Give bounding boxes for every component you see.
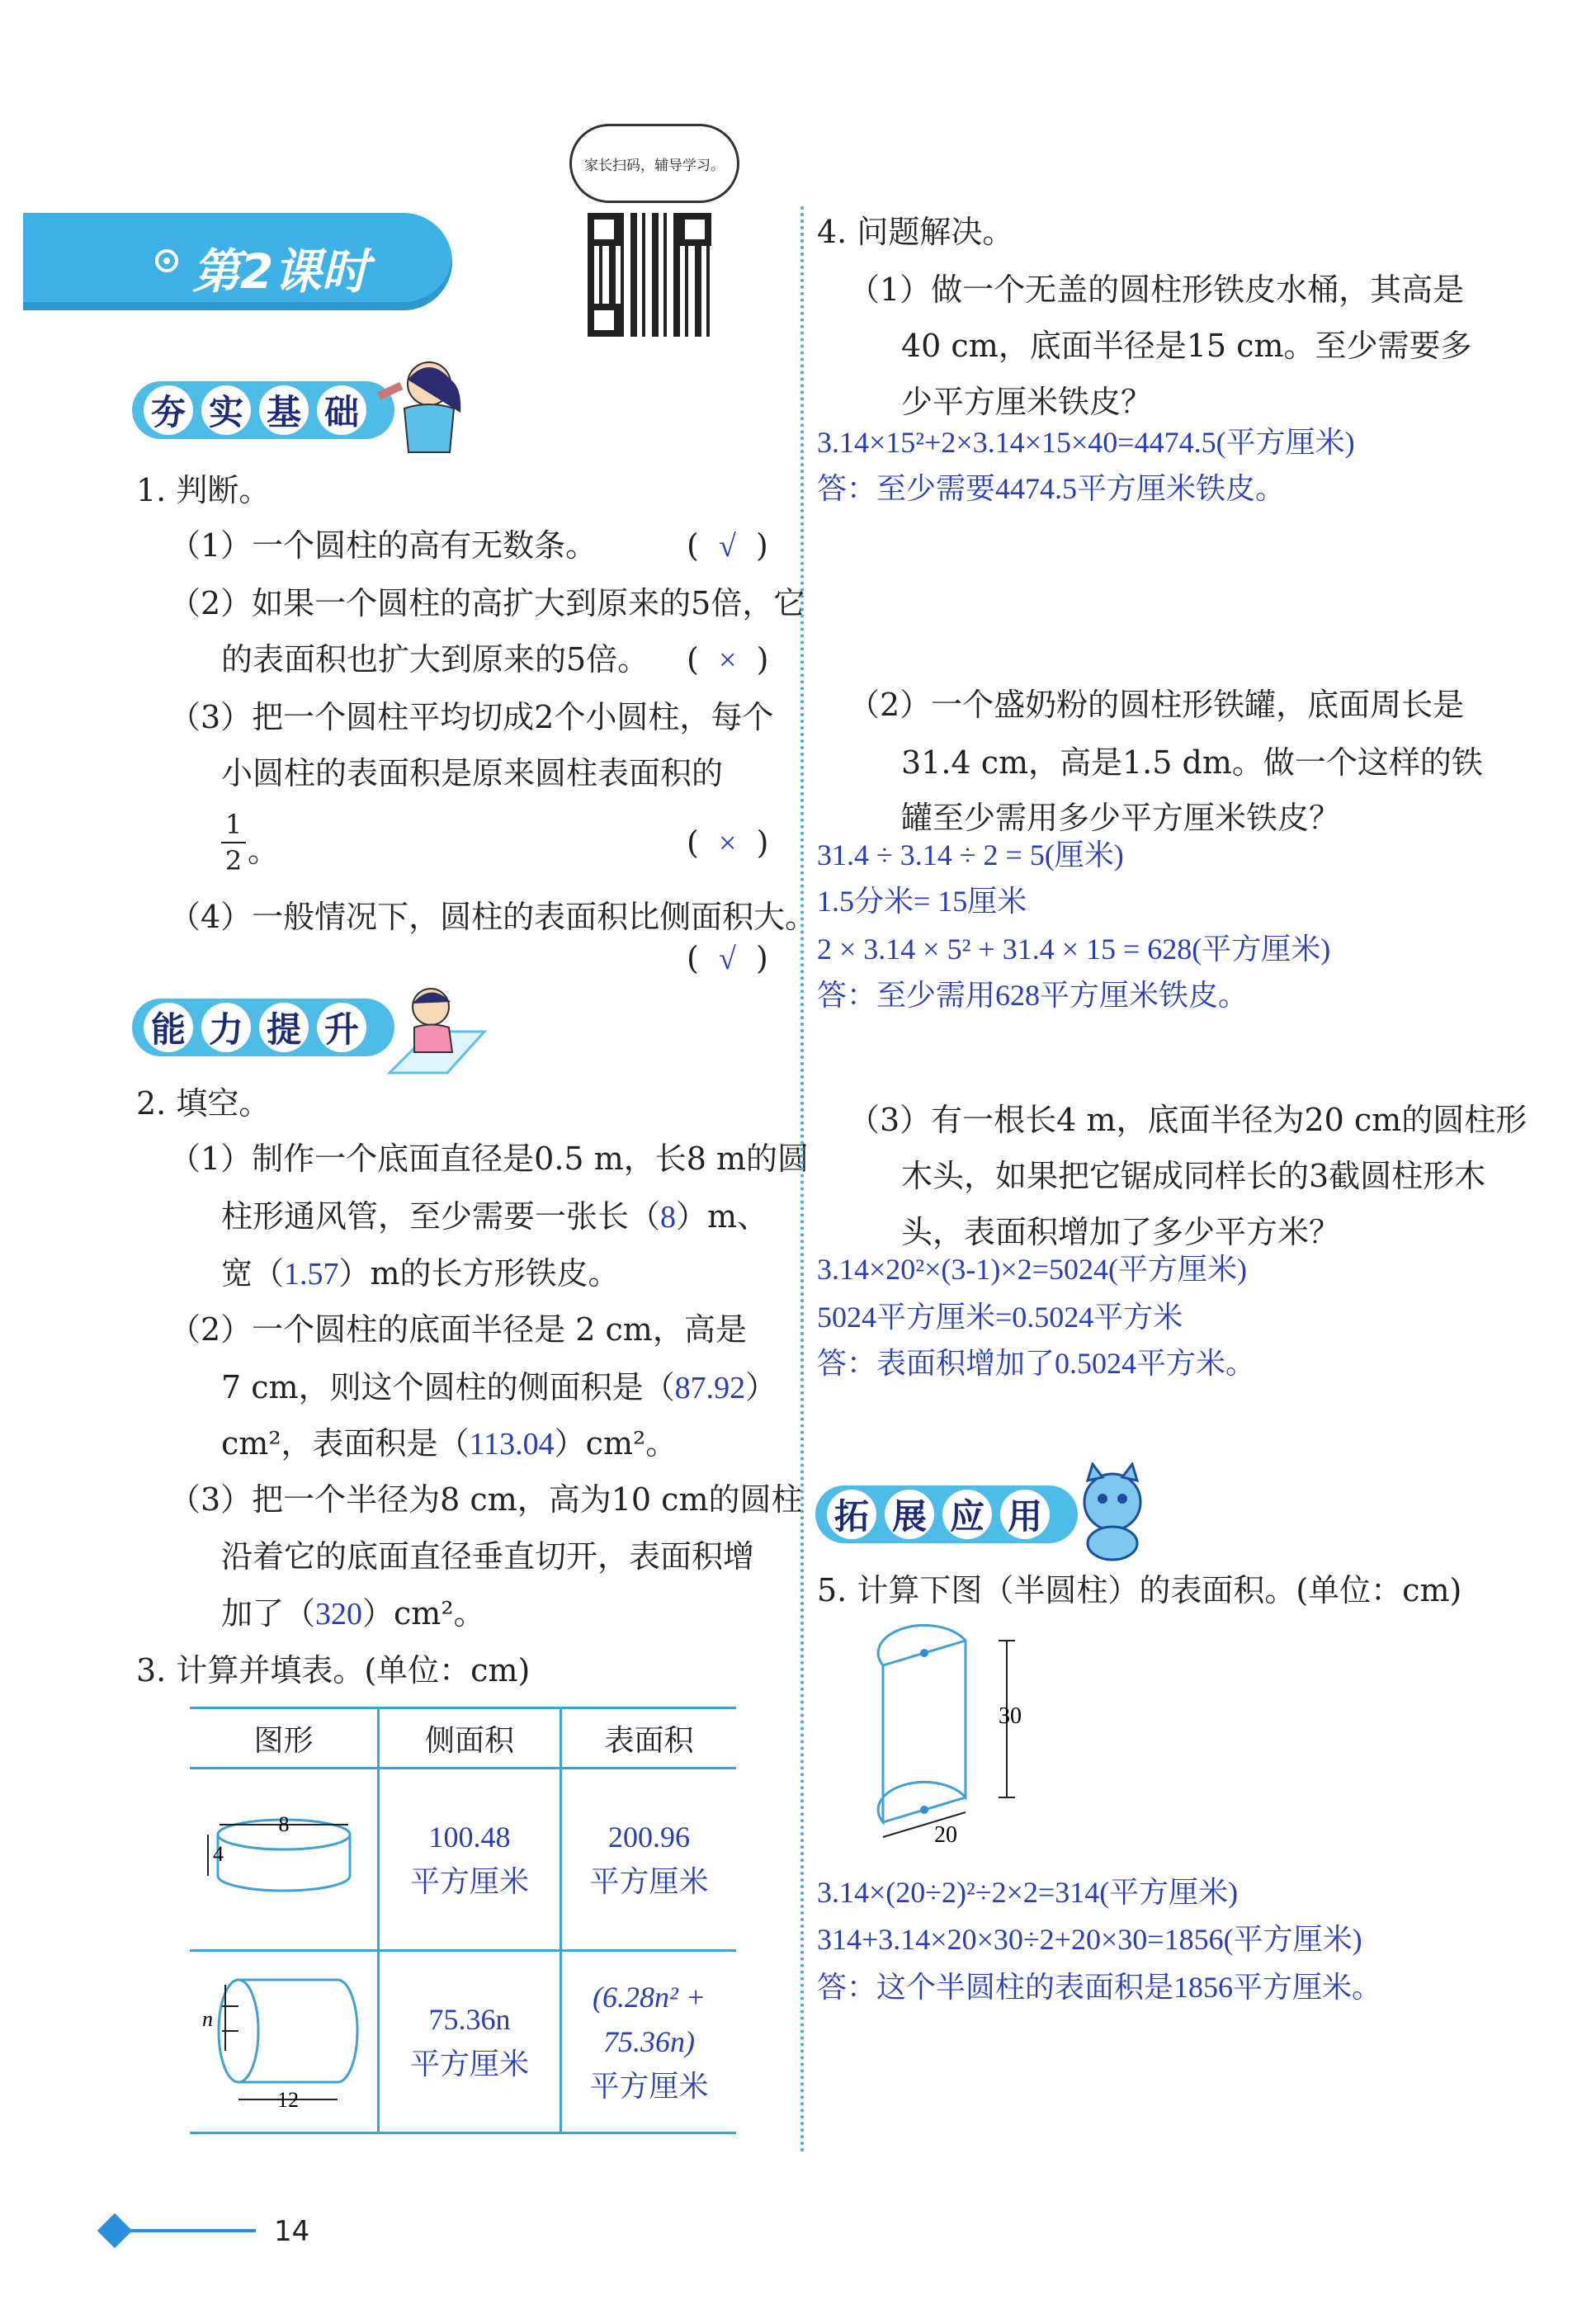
q2-p2-line1: （2）一个圆柱的底面半径是 2 cm，高是 [169, 1311, 747, 1348]
q1-item4-answer: √ [718, 942, 736, 976]
q4-p3-line2: 木头，如果把它锯成同样长的3截圆柱形木 [901, 1158, 1486, 1194]
q2-p2-line2-tail: ） [745, 1369, 777, 1405]
cylinder-figure-1 [201, 1802, 366, 1917]
q3-title: 3. 计算并填表。(单位：cm) [136, 1652, 531, 1688]
q4-p2-answer3: 2 × 3.14 × 5² + 31.4 × 15 = 628(平方厘米) [817, 933, 1331, 966]
section-char: 实 [201, 385, 251, 435]
q1-item3-tail: 。 [248, 833, 280, 869]
dim-height: 30 [999, 1703, 1022, 1729]
shape-cell [190, 1769, 379, 1951]
qr-code[interactable] [588, 213, 711, 337]
section-char: 提 [259, 1003, 309, 1052]
surface-value: 200.96 [608, 1821, 690, 1854]
lateral-value: 75.36n [428, 2003, 511, 2036]
girl-writing-icon [381, 982, 489, 1081]
q2-p3-line1: （3）把一个半径为8 cm，高为10 cm的圆柱 [169, 1481, 803, 1518]
section-char: 能 [144, 1003, 193, 1052]
q2-p2-line2 [221, 1369, 777, 1405]
q1-item1-answer: √ [718, 529, 736, 564]
bullet-icon [155, 249, 178, 272]
q1-item1-answer-box: ( √ ) [687, 527, 768, 564]
q4-p2-line3: 罐至少需用多少平方厘米铁皮？ [901, 800, 1341, 836]
lateral-unit: 平方厘米 [409, 1865, 529, 1898]
section-char: 升 [317, 1003, 366, 1052]
dim-diameter: 8 [278, 1812, 289, 1836]
q5-answer3: 答：这个半圆柱的表面积是1856平方厘米。 [817, 1971, 1382, 2004]
q1-item1: （1）一个圆柱的高有无数条。 [169, 527, 597, 564]
q2-p1-line2 [221, 1198, 769, 1235]
lateral-unit: 平方厘米 [409, 2047, 529, 2080]
lateral-value: 100.48 [428, 1821, 511, 1854]
q4-p2-answer4: 答：至少需用628平方厘米铁皮。 [817, 979, 1249, 1012]
q1-item3-fraction [221, 809, 246, 876]
q1-item3-answer: × [718, 826, 737, 861]
q2-p2-answer1: 87.92 [674, 1371, 746, 1405]
q1-item3-answer-box: ( × ) [687, 824, 769, 861]
q2-p3-line2: 沿着它的底面直径垂直切开，表面积增 [221, 1538, 755, 1575]
q2-p1-line3-text: 宽（ [221, 1255, 285, 1292]
q2-p2-answer2: 113.04 [469, 1427, 555, 1462]
section-char: 夯 [144, 385, 193, 435]
q3-table [190, 1707, 736, 2134]
surface-value: (6.28n² + 75.36n) [592, 1981, 706, 2058]
surface-unit: 平方厘米 [589, 1865, 709, 1898]
qr-caption: 家长扫码，辅导学习。 [584, 157, 725, 174]
q2-p2-line2-text: 7 cm，则这个圆柱的侧面积是（ [221, 1369, 675, 1405]
page-number: 14 [274, 2215, 310, 2248]
q1-item2-line1: （2）如果一个圆柱的高扩大到原来的5倍，它 [169, 585, 805, 621]
q2-p3-line3 [221, 1595, 485, 1632]
q1-item2-line2: 的表面积也扩大到原来的5倍。 [221, 641, 649, 678]
section-char: 力 [201, 1003, 251, 1052]
section-char: 础 [317, 385, 366, 435]
dim-n: n [201, 2007, 213, 2031]
q2-p1-answer2: 1.57 [284, 1257, 339, 1292]
q1-item3-line2: 小圆柱的表面积是原来圆柱表面积的 [221, 755, 724, 791]
section-char: 拓 [827, 1490, 876, 1539]
q1-item2-answer: × [718, 643, 737, 678]
q4-p2-answer1: 31.4 ÷ 3.14 ÷ 2 = 5(厘米) [817, 838, 1124, 871]
q2-p1-line3 [221, 1255, 620, 1292]
surface-unit: 平方厘米 [589, 2070, 709, 2103]
q2-p2-line3-text: cm²，表面积是（ [221, 1425, 470, 1462]
table-row [190, 1769, 736, 1951]
q4-p1-line3: 少平方厘米铁皮？ [901, 384, 1153, 420]
q2-p3-line3-tail: ）cm²。 [362, 1595, 485, 1632]
q2-p1-line2-text: 柱形通风管，至少需要一张长（ [221, 1198, 661, 1235]
lesson-banner [23, 213, 452, 310]
q2-p1-line2-tail: ）m、 [676, 1198, 769, 1235]
q4-p3-line1: （3）有一根长4 m，底面半径为20 cm的圆柱形 [848, 1102, 1528, 1138]
lesson-title: 第2课时 [192, 243, 370, 300]
section-char: 展 [885, 1490, 934, 1539]
table-header-row [190, 1708, 736, 1769]
dim-length: 12 [276, 2088, 299, 2112]
q4-p2-answer2: 1.5分米= 15厘米 [817, 885, 1027, 918]
q1-item4-answer-box: ( √ ) [687, 940, 768, 976]
q5-answer2: 314+3.14×20×30÷2+20×30=1856(平方厘米) [817, 1923, 1362, 1956]
q4-p2-line2: 31.4 cm，高是1.5 dm。做一个这样的铁 [901, 744, 1483, 781]
q2-p3-line3-text: 加了（ [221, 1595, 316, 1632]
q5-answer1: 3.14×(20÷2)²÷2×2=314(平方厘米) [817, 1876, 1239, 1909]
lateral-cell [379, 1951, 561, 2133]
q5-title: 5. 计算下图（半圆柱）的表面积。(单位：cm) [817, 1572, 1462, 1608]
q4-p3-answer2: 5024平方厘米=0.5024平方米 [817, 1301, 1183, 1334]
q1-item2-answer-box: ( × ) [687, 641, 769, 678]
q2-p1-line3-tail: ）m的长方形铁皮。 [338, 1255, 620, 1292]
q4-p1-answer2: 答：至少需要4474.5平方厘米铁皮。 [817, 472, 1286, 505]
q4-p1-line1: （1）做一个无盖的圆柱形铁皮水桶，其高是 [848, 272, 1465, 308]
q1-item3-line1: （3）把一个圆柱平均切成2个小圆柱，每个 [169, 699, 774, 735]
table-row [190, 1951, 736, 2133]
table-header: 表面积 [561, 1708, 737, 1769]
shape-cell [190, 1951, 379, 2133]
surface-cell [561, 1951, 737, 2133]
section-char: 用 [1000, 1490, 1050, 1539]
section-char: 应 [942, 1490, 992, 1539]
q2-p2-line3 [221, 1425, 678, 1462]
q4-title: 4. 问题解决。 [817, 214, 1014, 250]
column-divider [800, 206, 804, 2154]
q4-p3-line3: 头，表面积增加了多少平方米？ [901, 1214, 1341, 1250]
footer-rule [124, 2229, 256, 2232]
q4-p1-line2: 40 cm，底面半径是15 cm。至少需要多 [901, 328, 1472, 364]
q2-p1-answer1: 8 [660, 1200, 677, 1235]
q2-p3-answer1: 320 [315, 1597, 363, 1632]
table-header: 侧面积 [379, 1708, 561, 1769]
q4-p2-line1: （2）一个盛奶粉的圆柱形铁罐，底面周长是 [848, 687, 1465, 723]
dim-diameter: 20 [934, 1822, 957, 1848]
qr-caption-bubble [569, 124, 739, 203]
half-cylinder-figure [875, 1624, 1056, 1872]
q2-p2-line3-tail: ）cm²。 [554, 1425, 678, 1462]
section-ability [132, 999, 394, 1056]
q4-p3-answer3: 答：表面积增加了0.5024平方米。 [817, 1347, 1256, 1380]
section-char: 基 [259, 385, 309, 435]
section-extend [815, 1485, 1078, 1543]
surface-cell [561, 1769, 737, 1951]
fraction-denominator: 2 [224, 845, 243, 876]
lateral-cell [379, 1769, 561, 1951]
q4-p3-answer1: 3.14×20²×(3-1)×2=5024(平方厘米) [817, 1253, 1247, 1286]
q2-title: 2. 填空。 [136, 1085, 271, 1122]
cat-mascot-icon [1063, 1462, 1162, 1561]
q2-p1-line1: （1）制作一个底面直径是0.5 m，长8 m的圆 [169, 1141, 810, 1177]
cylinder-figure-2 [197, 1972, 371, 2112]
fraction-numerator: 1 [224, 809, 243, 840]
q1-item4: （4）一般情况下，圆柱的表面积比侧面积大。 [169, 899, 817, 935]
q4-p1-answer1: 3.14×15²+2×3.14×15×40=4474.5(平方厘米) [817, 426, 1355, 459]
girl-hammer-icon [371, 355, 479, 454]
table-header: 图形 [190, 1708, 379, 1769]
dim-height: 4 [212, 1842, 224, 1866]
q1-title: 1. 判断。 [136, 472, 271, 508]
section-basics [132, 381, 394, 439]
